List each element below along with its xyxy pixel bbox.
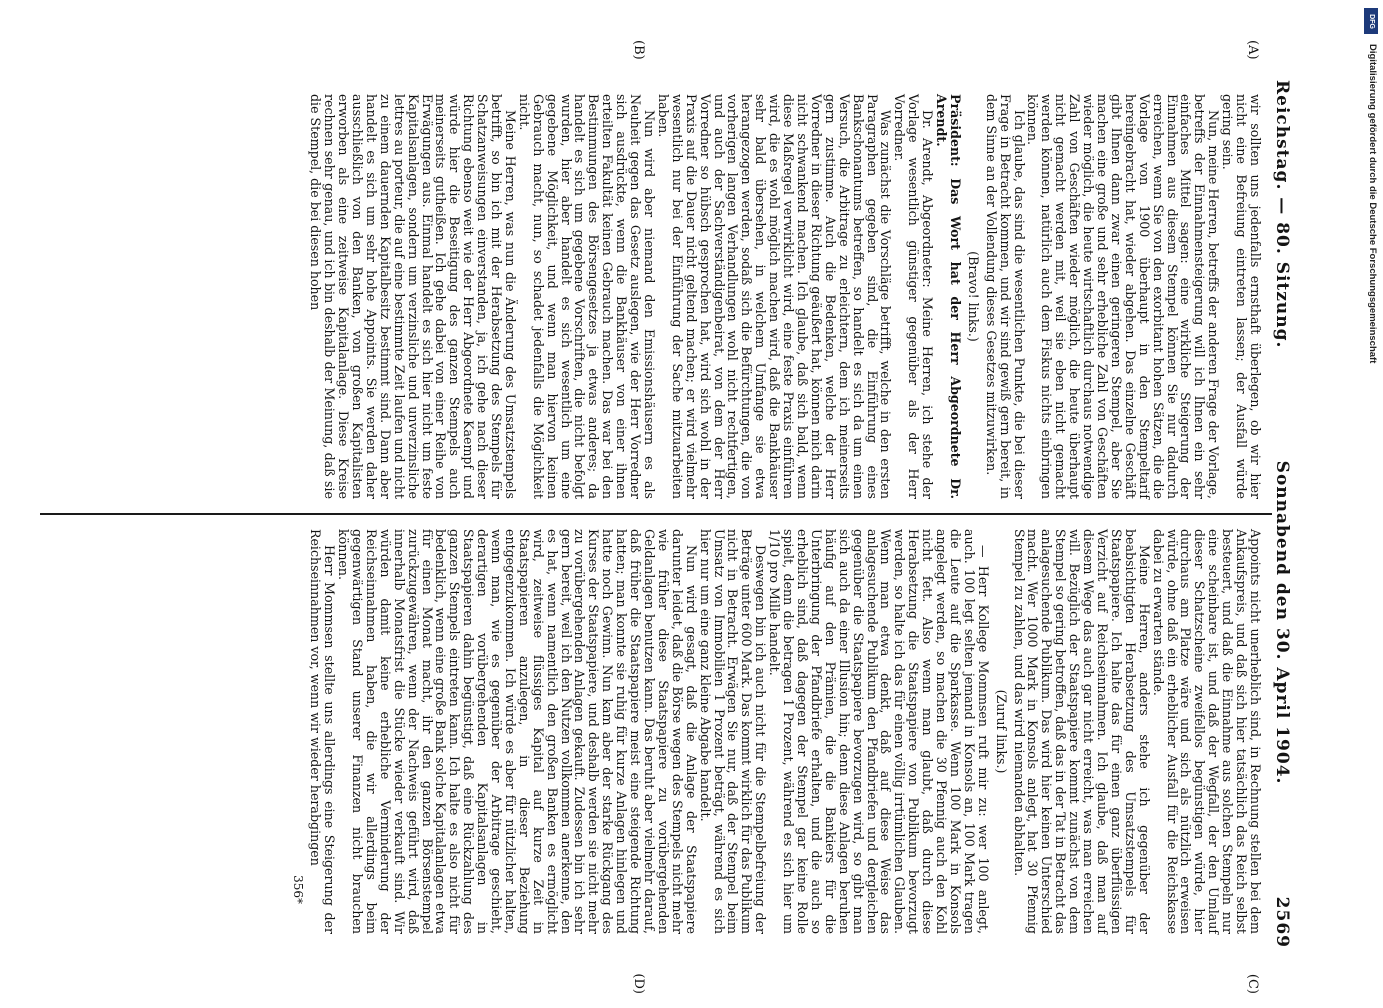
document-page <box>18 8 1318 1008</box>
left-column <box>36 80 1266 513</box>
margin-marker-b: (B) <box>631 40 646 60</box>
paragraph: Was zunächst die Vorschläge betrifft, welche in den ersten Paragraphen gegeben sind, die Einführung eines Bankschonantums betreffen, so handelt es sich da um einen Versuch, die Arbitrage zu erleichtern, dem ich meinerseits gern zustimme. Auch die Bedenken, welche der Herr Vorredner in dieser Richtung geäußert hat, können mich darin nicht schwankend machen. Ich glaube, daß sich bald, wenn diese Maßregel verwirklicht wird, eine feste Praxis einführen wird, die es wohl möglich machen wird, daß die Bankhäuser sehr bald übersehen, in welchem Umfange sie etwa herangezogen werden, sodaß sich die Befürchtungen, die von vorherigen langen Verhandlungen wohl nicht rechtfertigen, und auch der Sachverständigenbeirat, von dem der Herr Vorredner so hübsch gesprochen hat, wird sich wohl in der Praxis auf die Dauer nicht geltend machen; er wird vielmehr wesentlich nur bei der Einführung der Sache mitzuarbeiten haben. <box>655 94 894 499</box>
paragraph: Herr Mommsen stellte uns allerdings eine Steigerung der Reichseinnahmen vor, wenn wir wieder herabgingen <box>308 529 338 934</box>
header-left: Reichstag. — 80. Sitzung. <box>1272 80 1292 349</box>
digitization-note-text: Digitalisierung gefördert durch die Deutsche Forschungsgemeinschaft <box>1367 44 1378 364</box>
paragraph: Deswegen bin ich auch nicht für die Stempelbefreiung der Beträge unter 600 Mark. Das kommt wirklich für das Publikum nicht in Betracht. Erwägen Sie nur, daß der Stempel beim Umsatz von Immobilien 1 Prozent beträgt, während es sich hier nur um eine ganz kleine Abgabe handelt. <box>697 529 769 934</box>
paragraph: Ich glaube, das sind die wesentlichen Punkte, die bei dieser Frage in Betracht kommen, und wir sind gewiß gern bereit, in dem Sinne an der Vollendung dieses Gesetzes mitzuwirken. <box>983 94 1027 499</box>
margin-marker-a: (A) <box>1245 40 1260 60</box>
signature-mark: 356* <box>291 875 306 904</box>
paragraph: Dr. Arendt, Abgeordneter: Meine Herren, ich stehe der Vorlage wesentlich günstiger gegenüber als der Herr Vorredner. <box>892 94 936 499</box>
paragraph: Meine Herren, anders stehe ich gegenüber der beabsichtigten Herabsetzung des Umsatzstempels für Staatspapiere. Ich halte das für einen ganz überflüssigen Verzicht auf Reichseinnahmen. Ich glaube, daß man auf diesem Wege das auch gar nicht erreicht, was man erreichen will. Bezüglich der Staatspapiere kommt zunächst von dem Stempel so gering betroffen, daß das in der Tat in Betracht das anlagesuchende Publikum. Das wird hier keinen Unterschied macht. Wer 1000 Mark in Konsols anlegt, hat 30 Pfennig Stempel zu zahlen, und das wird niemanden abhalten. <box>1011 529 1152 934</box>
interjection: (Zuruf links.) <box>993 689 1009 774</box>
dfg-logo: DFG <box>1364 8 1378 34</box>
paragraph: wir sollten uns jedenfalls ernsthaft überlegen, ob wir hier nicht eine Befreiung eintreten lassen; der Ausfall würde gering sein. <box>1220 94 1263 499</box>
interjection: (Bravo! links.) <box>965 251 981 342</box>
header-date: Sonnabend den 30. April 1904. <box>1272 460 1292 785</box>
margin-marker-c: (C) <box>1245 973 1260 994</box>
text-columns <box>36 40 1266 994</box>
page-number: 2569 <box>1272 896 1292 948</box>
margin-marker-d: (D) <box>631 973 646 994</box>
right-column <box>36 515 1266 948</box>
paragraph: Nun wird gesagt, daß die Anlage der Staatspapiere darunter leidet, daß die Börse wegen des Stempels nicht mehr wie früher diese Staatspapiere zu vorübergehenden Geldanlagen benutzen kann. Das beruht aber vielmehr darauf, daß früher die Staatspapiere meist eine steigende Richtung hatten; man konnte sie ruhig für kurze Anlagen hinlegen und hatte noch Gewinn. Nun kam aber der starke Rückgang des Kurses der Staatspapiere, und deshalb werden sie nicht mehr zu vorübergehenden Anlagen gekauft. Zudessen bin ich sehr gern bereit, weil ich den Nutzen vollkommen anerkenne, den es hat, wenn namentlich den großen Banken es ermöglicht wird, zeitweise flüssiges Kapital auf kurze Zeit in Staatspapieren anzulegen, in dieser Beziehung entgegenzukommen. Ich würde es aber für nützlicher halten, wenn man, wie es gegenüber der Arbitrage geschieht, derartigen vorübergehenden Kapitalsanlagen in Staatspapieren dahin begünstigt, daß eine Rückzahlung des ganzen Stempels eintreten kann. Ich halte es also nicht für bedenklich, wenn eine große Bank solche Kapitalanlagen etwa für einen Monat macht, ihr den ganzen Börsenstempel zurückzugewähren, wenn der Nachweis geführt wird, daß innerhalb Monatsfrist die Stücke wieder verkauft sind. Wir würden damit keine erhebliche Verminderung der Reichseinnahmen haben, die wir allerdings beim gegenwärtigen Stand unserer Finanzen nicht brauchen können. <box>336 529 699 934</box>
paragraph: Appoints nicht unerheblich sind, in Rechnung stellen bei dem Ankaufspreis, und daß sich hier tatsächlich das Reich selbst besteuert, und daß die Einnahme aus solchen Stempeln nur eine scheinbare ist, und daß der Wegfall, der den Umlauf dieser Schatzscheine zweifellos begünstigen würde, hier durchaus am Platze wäre und sich als nützlich erweisen würde, ohne daß ein erheblicher Ausfall für die Reichskasse dabei zu erwarten stände. <box>1150 529 1263 934</box>
digitization-note <box>1358 8 1380 568</box>
speaker-intro: Präsident: Das Wort hat der Herr Abgeordnete Dr. Arendt. <box>934 94 963 499</box>
paragraph: Meine Herren, was nun die Änderung des Umsatzstempels betrifft, so bin ich mit der Herabsetzung des Stempels für Schatzanweisungen einverstanden, ja, ich gehe nach dieser Richtung ebenso weit wie der Herr Abgeordnete Kaempf und würde hier die Beseitigung des ganzen Stempels auch meinerseits gutheißen. Ich gehe dabei von einer Reihe von Erwägungen aus. Einmal handelt es sich hier nicht um feste Kapitalsanlagen, sondern um verzinsliche und unverzinsliche lettres au porteur, die auf eine bestimmte Zeit laufen und nicht zu einem dauernden Kapitalbesitz bestimmt sind. Dann aber handelt es sich um sehr hohe Appoints. Sie werden daher ausschließlich von den Banken, von großen Kapitalisten erworben als eine zeitweise Kapitalanlage. Diese Kreise rechnen sehr genau, und ich bin deshalb der Meinung, daß sie die Stempel, die bei diesen hohen <box>308 94 518 499</box>
paragraph: — Herr Kollege Mommsen ruft mir zu: wer 100 anlegt, auch. 100 legt selten jemand in Konsols an, 100 Mark tragen die Leute auf die Sparkasse. Wenn 100 Mark in Konsols angelegt werden, so machen die 30 Pfennig auch den Kohl nicht fett. Also wenn man glaubt, daß durch diese Herabsetzung die Staatspapiere von Publikum bevorzugt werden, so halte ich das für einen völlig irrtümlichen Glauben. Wenn man etwa denkt, daß auf diese Weise das anlagesuchende Publikum den Pfandbriefen und dergleichen gegenüber die Staatspapiere bevorzugen wird, so gibt man sich auch da einer Illusion hin; denn diese Anlagen beruhen häufig auf den Prämien, die die Bankiers für die Unterbringung der Pfandbriefe erhalten, und die auch so erheblich sind, daß dagegen der Stempel gar keine Rolle spielt, denn die betragen 1 Prozent, während es sich hier um 1/10 pro Mille handelt. <box>767 529 991 934</box>
paragraph: Nun wird aber niemand den Emissionshäusern es als Neuheit gegen das Gesetz auslegen, wie der Herr Vorredner sich ausdrückte, wenn die Bankhäuser von einer ihnen erteilten Fakultät keinen Gebrauch machen. Das war bei den Bestimmungen des Börsengesetzes ja etwas anderes; da handelt es sich um gegebene Vorschriften, die nicht befolgt wurden, hier aber handelt es sich wesentlich um eine gegebene Möglichkeit, und wenn man hiervon keinen Gebrauch macht, nun, so schadet jedenfalls die Möglichkeit nicht. <box>516 94 658 499</box>
paragraph: Nun, meine Herren, betreffs der anderen Frage der Vorlage, betreffs der Einnahmensteigerung will ich Ihnen ein sehr einfaches Mittel sagen: eine wirkliche Steigerung der Einnahmen aus diesem Stempel können Sie nur dadurch erreichen, wenn Sie von den exorbitant hohen Sätzen, die die Vorlage von 1900 überhaupt in den Stempeltarif hereingebracht hat, wieder abgehen. Das einzelne Geschäft gibt Ihnen dann zwar einen geringeren Stempel, aber Sie machen eine große und sehr erhebliche Zahl von Geschäften wieder möglich, die heute wirtschaftlich durchaus notwendige Zahl von Geschäften wieder möglich, die heute überhaupt nicht gemacht werden mit, weil sie eben nicht gemacht werden können, natürlich auch dem Fiskus nichts einbringen können. <box>1025 94 1222 499</box>
